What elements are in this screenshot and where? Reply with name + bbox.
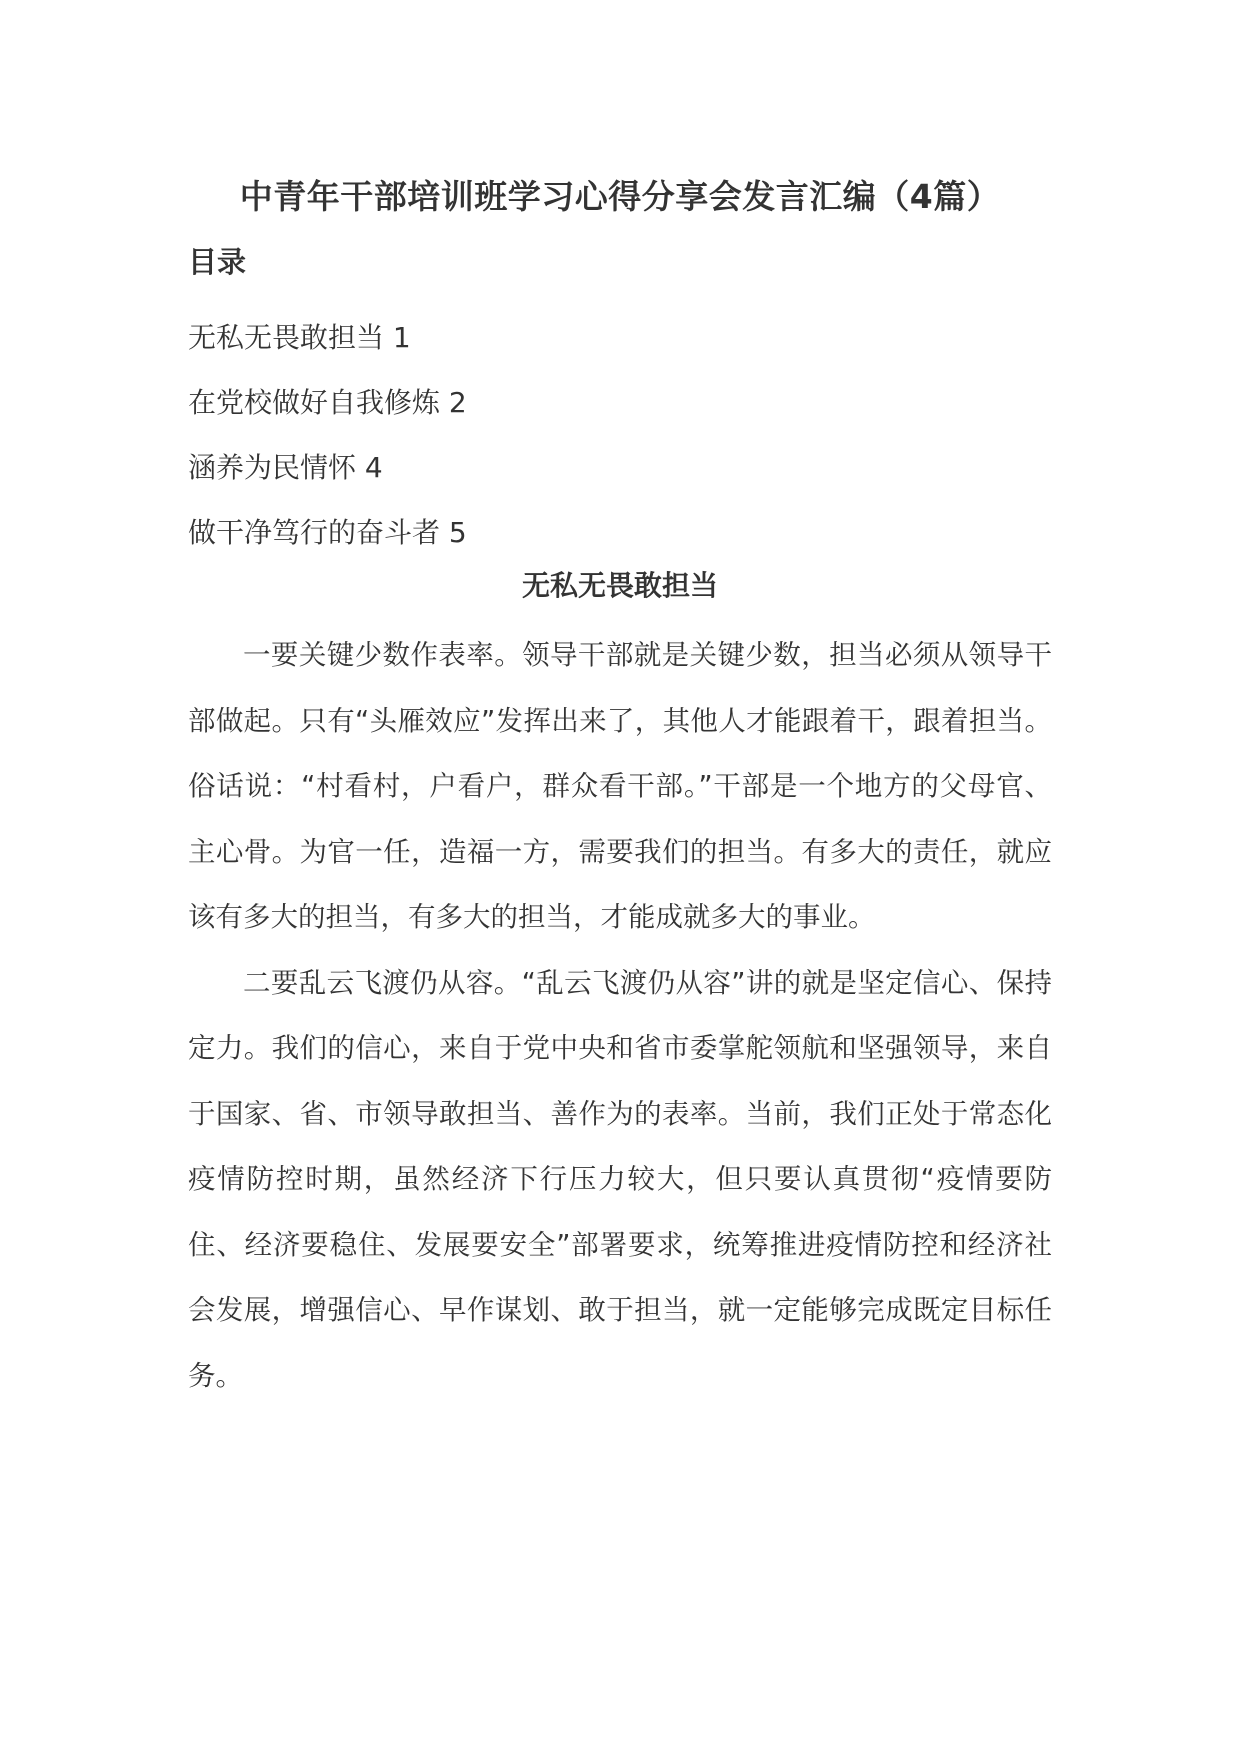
toc-item[interactable]: 无私无畏敢担当 1: [188, 321, 411, 354]
section-body: [188, 623, 1052, 1409]
toc-item[interactable]: 在党校做好自我修炼 2: [188, 386, 467, 419]
toc-item[interactable]: 涵养为民情怀 4: [188, 451, 383, 484]
body-paragraph: 一要关键少数作表率。领导干部就是关键少数，担当必须从领导干部做起。只有“头雁效应”发挥出来了，其他人才能跟着干，跟着担当。俗话说：“村看村，户看户，群众看干部。”干部是一个地方的父母官、主心骨。为官一任，造福一方，需要我们的担当。有多大的责任，就应该有多大的担当，有多大的担当，才能成就多大的事业。: [188, 639, 1052, 933]
document-title: 中青年干部培训班学习心得分享会发言汇编（4篇）: [239, 177, 1001, 216]
table-of-contents: [188, 305, 467, 565]
body-paragraph: 二要乱云飞渡仍从容。“乱云飞渡仍从容”讲的就是坚定信心、保持定力。我们的信心，来自于党中央和省市委掌舵领航和坚强领导，来自于国家、省、市领导敢担当、善作为的表率。当前，我们正处于常态化疫情防控时期，虽然经济下行压力较大，但只要认真贯彻“疫情要防住、经济要稳住、发展要安全”部署要求，统筹推进疫情防控和经济社会发展，增强信心、早作谋划、敢于担当，就一定能够完成既定目标任务。: [188, 966, 1052, 1392]
toc-item[interactable]: 做干净笃行的奋斗者 5: [188, 516, 467, 549]
toc-heading: 目录: [188, 245, 247, 279]
section-title: 无私无畏敢担当: [521, 569, 718, 602]
